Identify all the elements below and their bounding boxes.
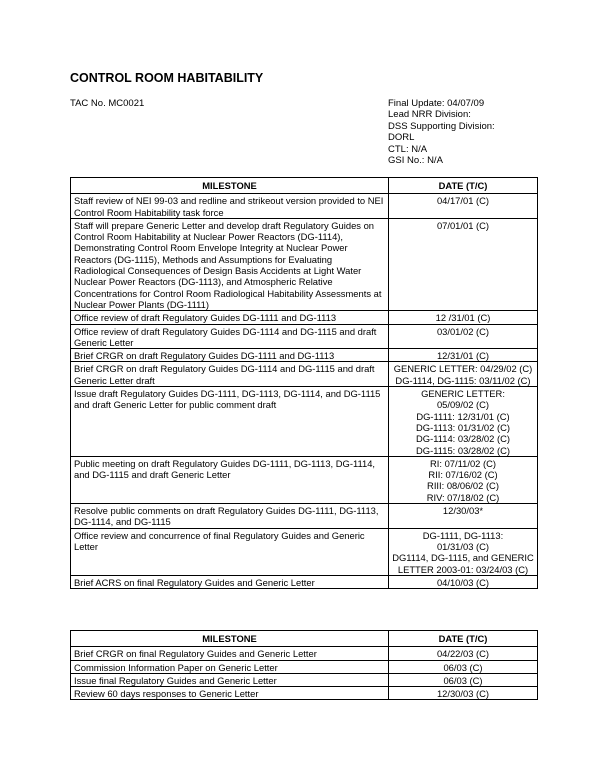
milestone-cell: Issue draft Regulatory Guides DG-1111, DG-1113, DG-1114, and DG-1115 and draft Generic Letter for public comment draft [71,387,389,457]
tac-number: TAC No. MC0021 [70,98,145,109]
date-cell: 07/01/01 (C) [389,218,538,310]
date-cell: DG-1111, DG-1113: 01/31/03 (C) DG1114, DG-1115, and GENERIC LETTER 2003-01: 03/24/03 (C) [389,528,538,575]
table-row [71,660,538,673]
table-row [71,504,538,529]
milestone-cell: Public meeting on draft Regulatory Guides DG-1111, DG-1113, DG-1114, and DG-1115 and draft Generic Letter [71,456,389,503]
date-cell: 12/31/01 (C) [389,349,538,362]
milestone-header: MILESTONE [71,631,389,647]
date-header: DATE (T/C) [389,631,538,647]
table-row [71,387,538,457]
milestone-cell: Review 60 days responses to Generic Letter [71,687,389,700]
milestone-table-body [71,647,538,700]
milestone-table-continued [70,630,538,700]
document-meta [388,98,495,166]
final-update: Final Update: 04/07/09 [388,98,485,109]
milestone-header: MILESTONE [71,178,389,194]
dorl-label: DORL [388,132,415,144]
table-row [71,456,538,503]
milestone-table-body [71,194,538,589]
date-cell: GENERIC LETTER: 04/29/02 (C) DG-1114, DG-1115: 03/11/02 (C) [389,362,538,387]
date-cell: RI: 07/11/02 (C) RII: 07/16/02 (C) RIII: 08/06/02 (C) RIV: 07/18/02 (C) [389,456,538,503]
date-cell: GENERIC LETTER: 05/09/02 (C) DG-1111: 12/31/01 (C) DG-1113: 01/31/02 (C) DG-1114: 03/28/02 (C) DG-1115: 03/28/02 (C) [389,387,538,457]
table-row [71,349,538,362]
table-row [71,324,538,349]
milestone-cell: Resolve public comments on draft Regulatory Guides DG-1111, DG-1113, DG-1114, and DG-1115 [71,504,389,529]
date-cell: 04/17/01 (C) [389,194,538,219]
date-cell: 12/30/03* [389,504,538,529]
date-cell: 03/01/02 (C) [389,324,538,349]
table-row [71,218,538,310]
table-row [71,647,538,660]
milestone-cell: Office review of draft Regulatory Guides DG-1114 and DG-1115 and draft Generic Letter [71,324,389,349]
milestone-cell: Office review of draft Regulatory Guides DG-1111 and DG-1113 [71,311,389,324]
date-cell: 06/03 (C) [389,660,538,673]
milestone-cell: Commission Information Paper on Generic Letter [71,660,389,673]
date-cell: 04/22/03 (C) [389,647,538,660]
milestone-cell: Staff review of NEI 99-03 and redline and strikeout version provided to NEI Control Room Habitability task force [71,194,389,219]
milestone-cell: Office review and concurrence of final Regulatory Guides and Generic Letter [71,528,389,575]
supporting-division: DSS Supporting Division: [388,120,495,132]
date-header: DATE (T/C) [389,178,538,194]
milestone-cell: Brief ACRS on final Regulatory Guides and Generic Letter [71,575,389,588]
date-cell: 12/30/03 (C) [389,687,538,700]
gsi-label: GSI No.: N/A [388,155,443,167]
table-header-row [71,178,538,194]
table-row [71,194,538,219]
table-row [71,528,538,575]
date-cell: 06/03 (C) [389,673,538,686]
table-row [71,673,538,686]
milestone-cell: Brief CRGR on draft Regulatory Guides DG-1114 and DG-1115 and draft Generic Letter draft [71,362,389,387]
milestone-cell: Brief CRGR on final Regulatory Guides and Generic Letter [71,647,389,660]
ctl-label: CTL: N/A [388,143,428,155]
milestone-cell: Staff will prepare Generic Letter and develop draft Regulatory Guides on Control Room Habitability at Nuclear Power Reactors (DG-1114), Demonstrating Control Room Envelope Integrity at Nuclear Power Reactors (DG-1115), Methods and Assumptions for Evaluating Radiological Consequences of Design Basis Accidents at Light Water Nuclear Power Reactors (DG-1113), and Atmospheric Relative Concentrations for Control Room Radiological Habitability Assessments at Nuclear Power Plants (DG-1111) [71,218,389,310]
page-title: CONTROL ROOM HABITABILITY [70,71,264,85]
date-cell: 04/10/03 (C) [389,575,538,588]
lead-division: Lead NRR Division: [388,109,471,121]
milestone-table [70,177,538,589]
milestone-cell: Brief CRGR on draft Regulatory Guides DG-1111 and DG-1113 [71,349,389,362]
table-header-row [71,631,538,647]
table-row [71,362,538,387]
table-row [71,575,538,588]
milestone-cell: Issue final Regulatory Guides and Generic Letter [71,673,389,686]
table-row [71,311,538,324]
table-row [71,687,538,700]
date-cell: 12 /31/01 (C) [389,311,538,324]
